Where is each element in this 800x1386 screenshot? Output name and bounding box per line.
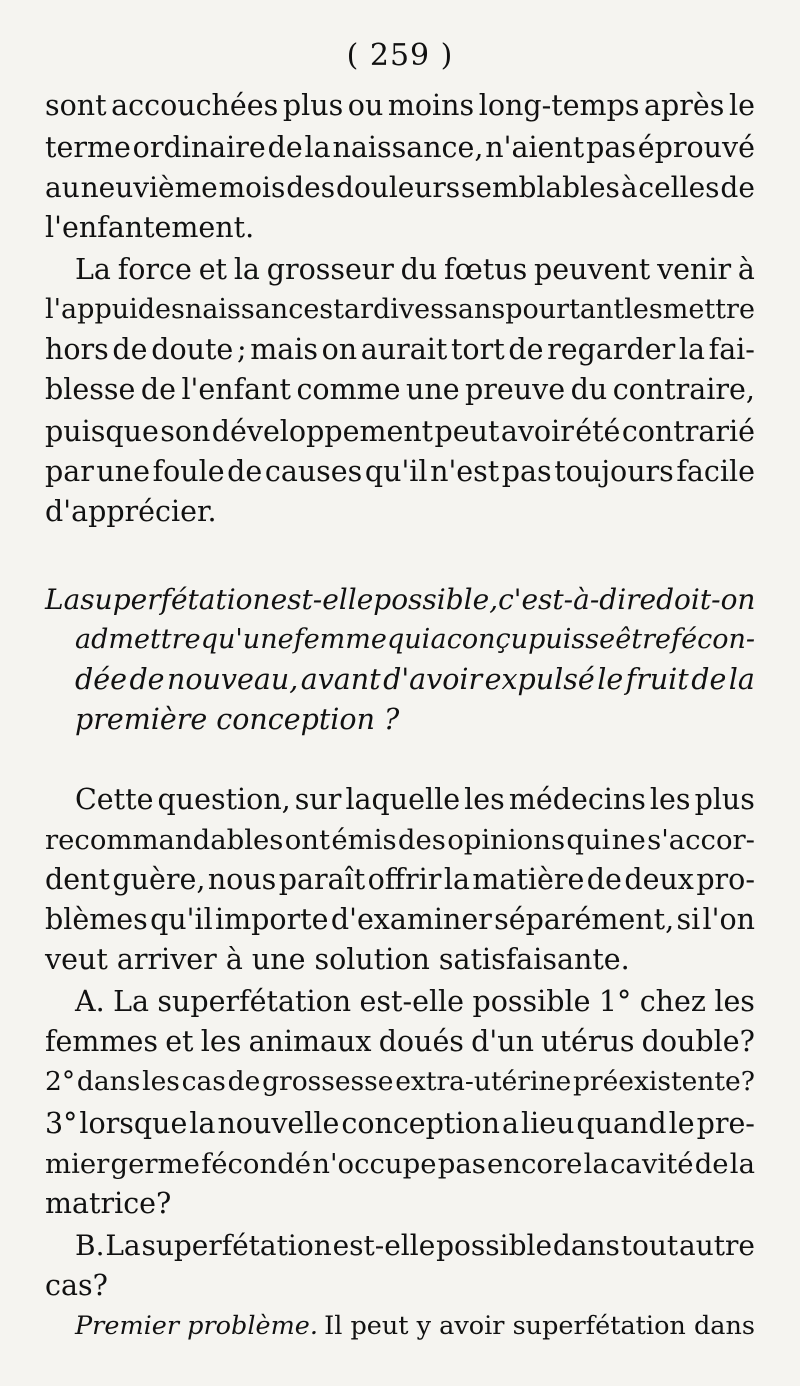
text-line: par une foule de causes qu'il n'est pas toujours facile	[45, 455, 755, 488]
text-line: puisque son développement peut avoir été contrarié	[45, 415, 755, 448]
section-heading: Premier problème.	[75, 1311, 318, 1341]
text-line: La force et la grosseur du fœtus peuvent venir à	[75, 253, 755, 286]
page-number: ( 259 )	[346, 38, 454, 73]
question-line: dée de nouveau, avant d'avoir expulsé le fruit de la	[75, 663, 755, 696]
text-line: 2° dans les cas de grossesse extra-utérine préexistente?	[45, 1066, 755, 1097]
text-line	[75, 1308, 755, 1344]
text-line: l'appui des naissances tardives sans pourtant les mettre	[45, 294, 755, 325]
question-line: première conception ?	[75, 703, 400, 736]
text-line: dent guère, nous paraît offrir la matière de deux pro-	[45, 863, 755, 896]
text-line: mier germe fécondé n'occupe pas encore la cavité de la	[45, 1148, 755, 1180]
text-line: cas?	[45, 1269, 108, 1302]
text-line: 3° lorsque la nouvelle conception a lieu quand le pre-	[45, 1107, 755, 1140]
text-line: au neuvième mois des douleurs semblables à celles de	[45, 171, 755, 204]
text-line: blesse de l'enfant comme une preuve du contraire,	[45, 373, 755, 406]
text-line: veut arriver à une solution satisfaisante.	[45, 943, 630, 976]
text-line: A. La superfétation est-elle possible 1° chez les	[75, 985, 755, 1018]
text-line: recommandables ont émis des opinions qui ne s'accor-	[45, 824, 755, 856]
text-line: femmes et les animaux doués d'un utérus double?	[45, 1025, 755, 1058]
text-line: l'enfantement.	[45, 211, 255, 244]
text-line: hors de doute ; mais on aurait tort de regarder la fai-	[45, 333, 755, 366]
question-line: admettre qu'une femme qui a conçu puisse être fécon-	[75, 624, 755, 655]
text-line: Cette question, sur laquelle les médecins les plus	[75, 783, 755, 816]
text-line: terme ordinaire de la naissance, n'aient pas éprouvé	[45, 131, 755, 164]
text-line: B. La superfétation est-elle possible dans tout autre	[75, 1229, 755, 1262]
text-line: d'apprécier.	[45, 495, 217, 528]
text-segment: Il peut y avoir superfétation dans	[324, 1311, 755, 1341]
question-line: La superfétation est-elle possible, c'est-à-dire doit-on	[45, 583, 756, 616]
text-line: matrice?	[45, 1187, 172, 1220]
text-line: sont accouchées plus ou moins long-temps après le	[45, 89, 755, 122]
text-line: blèmes qu'il importe d'examiner séparément, si l'on	[45, 903, 755, 936]
